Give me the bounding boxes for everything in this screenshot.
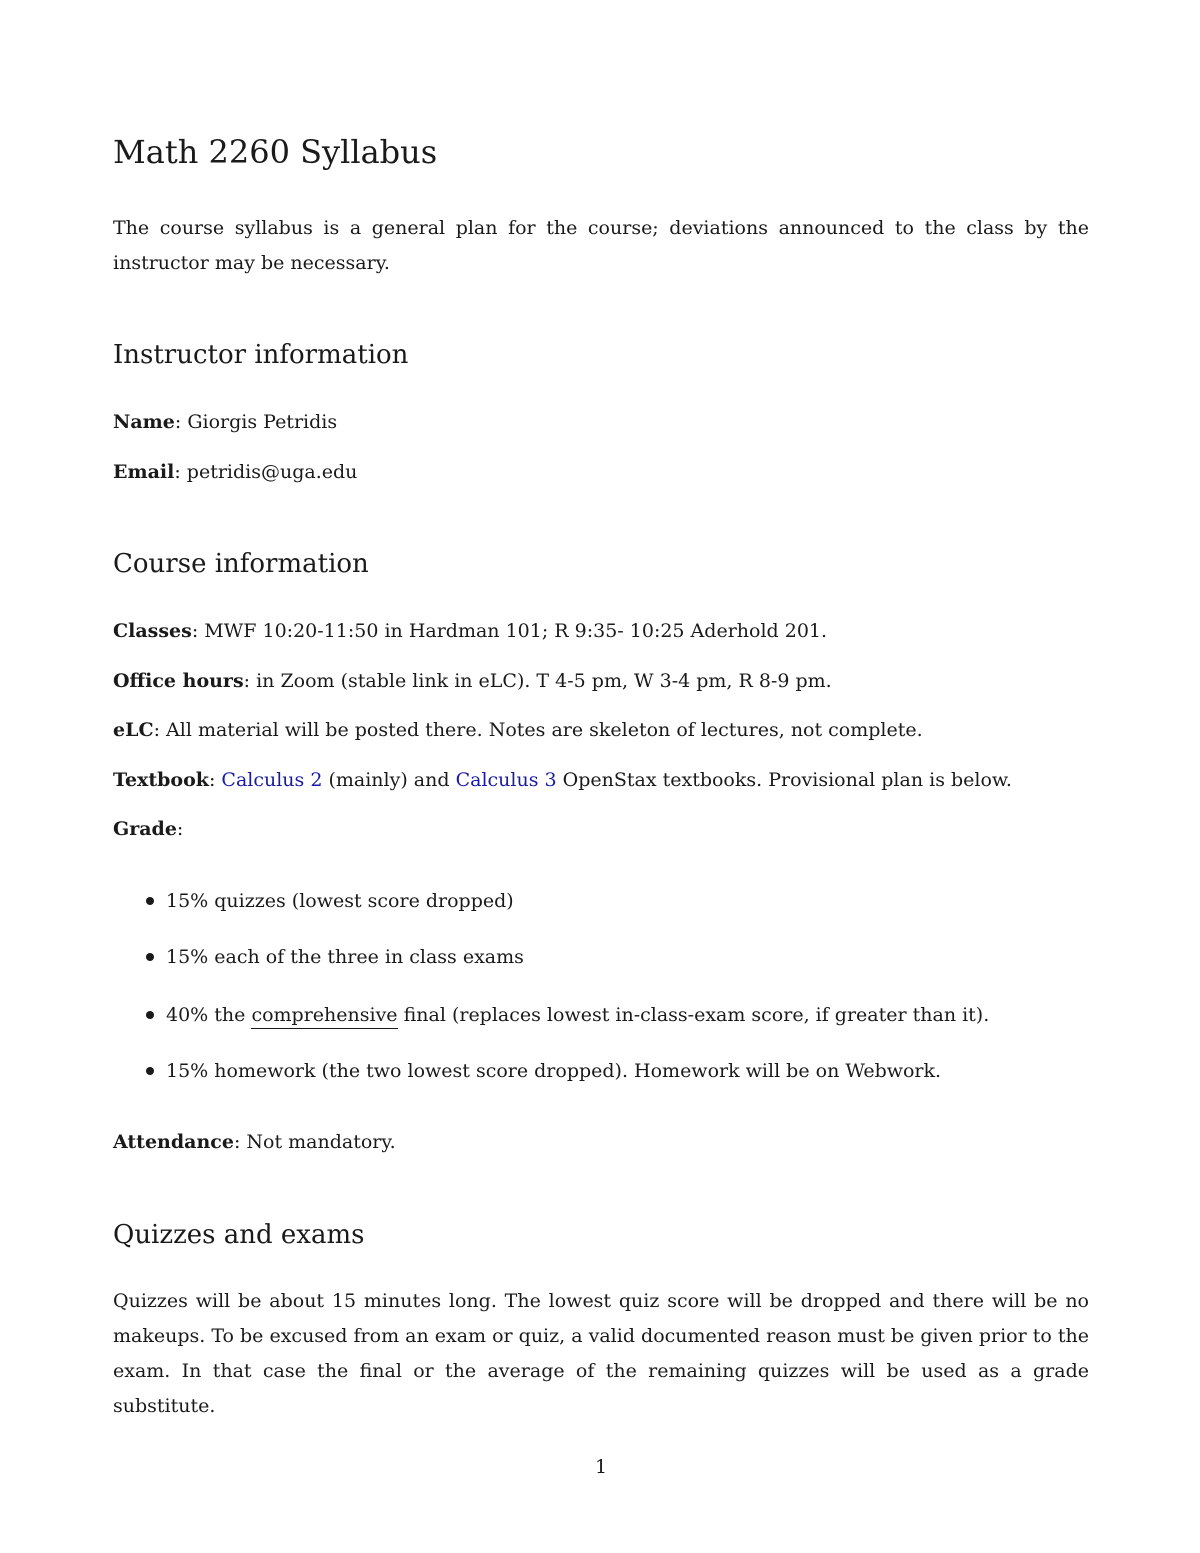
comprehensive-underlined: comprehensive <box>251 1004 397 1029</box>
bullet-icon <box>146 1067 154 1075</box>
grade-item-exams: 15% each of the three in class exams <box>146 943 524 971</box>
email-label: Email <box>113 461 175 483</box>
classes-value: MWF 10:20-11:50 in Hardman 101; R 9:35- 10:25 Aderhold 201. <box>204 620 828 642</box>
grade-item-final: 40% the comprehensive final (replaces lowest in-class-exam score, if greater than it). <box>146 1001 989 1029</box>
textbook-line: Textbook: Calculus 2 (mainly) and Calculus 3 OpenStax textbooks. Provisional plan is below. <box>113 769 1012 791</box>
bullet-icon <box>146 897 154 905</box>
name-value: Giorgis Petridis <box>187 411 338 433</box>
quizzes-heading: Quizzes and exams <box>113 1220 365 1250</box>
grade-item-homework: 15% homework (the two lowest score dropped). Homework will be on Webwork. <box>146 1057 941 1085</box>
quizzes-paragraph: Quizzes will be about 15 minutes long. The lowest quiz score will be dropped and there will be no makeups. To be excused from an exam or quiz, a valid documented reason must be given prior to the exam. In that case the final or the average of the remaining quizzes will be used as a grade substitute. <box>113 1290 1089 1417</box>
page-number: 1 <box>594 1456 608 1478</box>
instructor-heading: Instructor information <box>113 340 409 370</box>
calculus-2-link[interactable]: Calculus 2 <box>221 769 323 791</box>
instructor-name: Name: Giorgis Petridis <box>113 411 338 433</box>
email-value: petridis@uga.edu <box>186 461 358 483</box>
intro-paragraph: The course syllabus is a general plan for the course; deviations announced to the class by the instructor may be necessary. <box>113 217 1089 274</box>
classes-label: Classes <box>113 620 192 642</box>
page-title: Math 2260 Syllabus <box>113 133 438 171</box>
elc-label: eLC <box>113 719 154 741</box>
calculus-3-link[interactable]: Calculus 3 <box>455 769 557 791</box>
instructor-email: Email: petridis@uga.edu <box>113 461 358 483</box>
classes-line: Classes: MWF 10:20-11:50 in Hardman 101; R 9:35- 10:25 Aderhold 201. <box>113 620 828 642</box>
bullet-icon <box>146 1011 154 1019</box>
grade-label: Grade <box>113 818 177 840</box>
office-hours-line: Office hours: in Zoom (stable link in eLC). T 4-5 pm, W 3-4 pm, R 8-9 pm. <box>113 670 832 692</box>
bullet-icon <box>146 953 154 961</box>
textbook-end-text: OpenStax textbooks. Provisional plan is below. <box>562 769 1012 791</box>
grade-line: Grade: <box>113 818 184 840</box>
name-label: Name <box>113 411 175 433</box>
textbook-label: Textbook <box>113 769 209 791</box>
office-hours-value: in Zoom (stable link in eLC). T 4-5 pm, W 3-4 pm, R 8-9 pm. <box>256 670 832 692</box>
grade-item-quizzes: 15% quizzes (lowest score dropped) <box>146 887 514 915</box>
attendance-value: Not mandatory. <box>246 1131 396 1153</box>
attendance-line: Attendance: Not mandatory. <box>113 1131 396 1153</box>
office-hours-label: Office hours <box>113 670 244 692</box>
textbook-mid-text: (mainly) and <box>328 769 450 791</box>
elc-line: eLC: All material will be posted there. Notes are skeleton of lectures, not complete. <box>113 719 923 741</box>
attendance-label: Attendance <box>113 1131 234 1153</box>
elc-value: All material will be posted there. Notes are skeleton of lectures, not complete. <box>166 719 923 741</box>
course-heading: Course information <box>113 549 369 579</box>
